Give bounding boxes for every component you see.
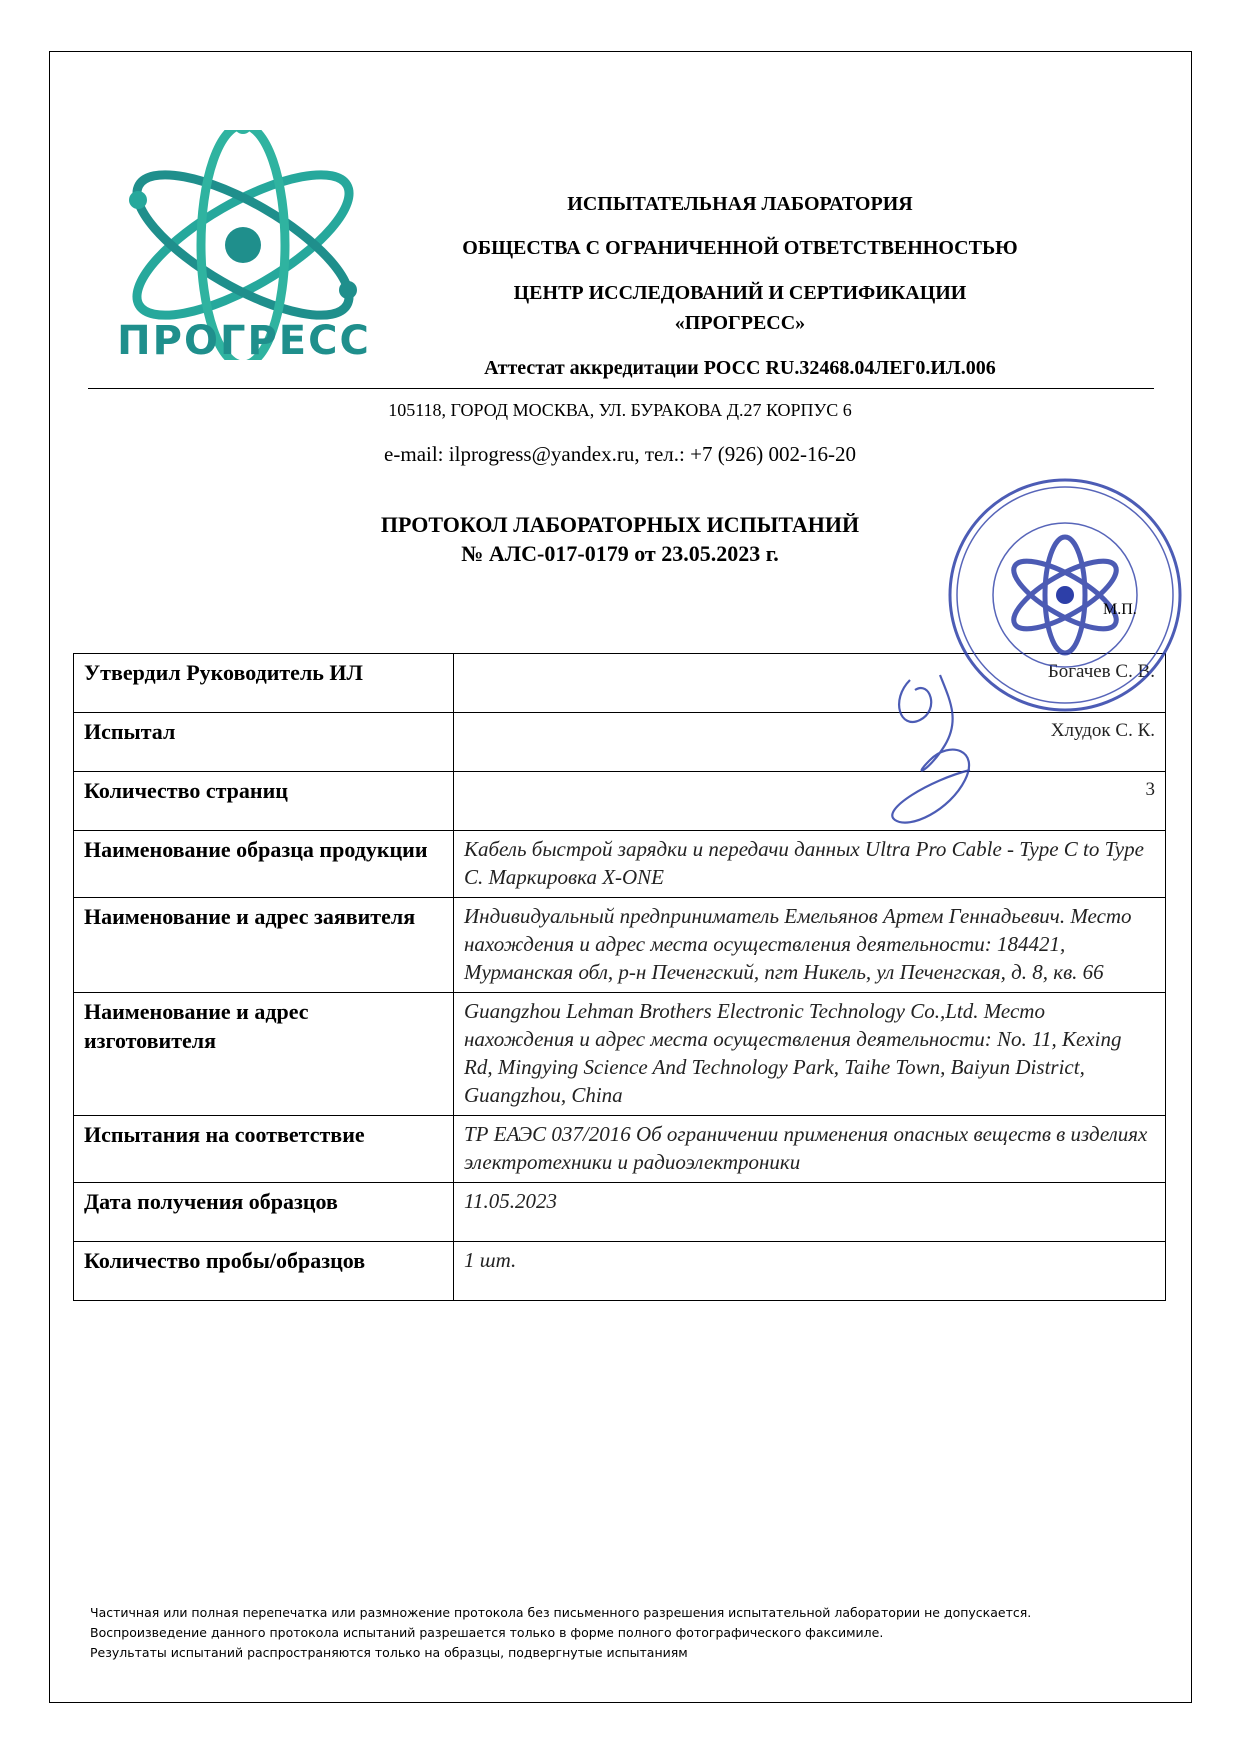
protocol-title: ПРОТОКОЛ ЛАБОРАТОРНЫХ ИСПЫТАНИЙ [380, 512, 860, 537]
row-label: Наименование образца продукции [74, 831, 454, 898]
lab-title-line3: ЦЕНТР ИССЛЕДОВАНИЙ И СЕРТИФИКАЦИИ [513, 282, 967, 304]
row-label: Наименование и адрес заявителя [74, 898, 454, 993]
disclaimer-line: Результаты испытаний распространяются только на образцы, подвергнутые испытаниям [90, 1645, 688, 1660]
row-label: Количество страниц [74, 772, 454, 831]
row-label: Испытал [74, 713, 454, 772]
row-label: Наименование и адрес изготовителя [74, 993, 454, 1116]
lab-address: 105118, ГОРОД МОСКВА, УЛ. БУРАКОВА Д.27 КОРПУС 6 [388, 400, 852, 420]
lab-title-line2: ОБЩЕСТВА С ОГРАНИЧЕННОЙ ОТВЕТСТВЕННОСТЬЮ [462, 237, 1018, 259]
row-label: Дата получения образцов [74, 1183, 454, 1242]
table-row [74, 898, 1166, 993]
row-value: Guangzhou Lehman Brothers Electronic Technology Co.,Ltd. Место нахождения и адрес места осуществления деятельности: No. 11, Kexing Rd, Mingying Science And Technology Park, Taihe Town, Baiyun District, Guangzhou, China [454, 993, 1166, 1116]
table-row [74, 993, 1166, 1116]
row-value: Индивидуальный предприниматель Емельянов Артем Геннадьевич. Место нахождения и адрес места осуществления деятельности: 184421, Мурманская обл, р-н Печенгский, пгт Никель, ул Печенгская, д. 8, кв. 66 [454, 898, 1166, 993]
lab-title-line4: «ПРОГРЕСС» [674, 312, 806, 334]
seal-mp-label: М.П. [1103, 601, 1137, 618]
logo-wordmark: ПРОГРЕСС [117, 318, 371, 364]
row-value: ТР ЕАЭС 037/2016 Об ограничении применения опасных веществ в изделиях электротехники и радиоэлектроники [454, 1116, 1166, 1183]
row-value: 3 [454, 772, 1166, 831]
row-label: Утвердил Руководитель ИЛ [74, 654, 454, 713]
table-row [74, 1183, 1166, 1242]
row-label: Испытания на соответствие [74, 1116, 454, 1183]
table-row [74, 1242, 1166, 1301]
row-value: Кабель быстрой зарядки и передачи данных Ultra Pro Cable - Type C to Type C. Маркировка X-ONE [454, 831, 1166, 898]
header-divider [88, 388, 1154, 389]
disclaimer-footer [90, 1603, 1170, 1663]
disclaimer-line: Воспроизведение данного протокола испытаний разрешается только в форме полного фотографического факсимиле. [90, 1625, 884, 1640]
row-value: 1 шт. [454, 1242, 1166, 1301]
accreditation-line: Аттестат аккредитации РОСС RU.32468.04ЛЕГ0.ИЛ.006 [484, 357, 996, 379]
row-value: Хлудок С. К. [454, 713, 1166, 772]
disclaimer-line: Частичная или полная перепечатка или размножение протокола без письменного разрешения испытательной лаборатории не допускается. [90, 1605, 1032, 1620]
row-value: 11.05.2023 [454, 1183, 1166, 1242]
table-row [74, 1116, 1166, 1183]
lab-contacts: e-mail: ilprogress@yandex.ru, тел.: +7 (926) 002-16-20 [384, 442, 856, 466]
lab-title-line1: ИСПЫТАТЕЛЬНАЯ ЛАБОРАТОРИЯ [567, 193, 913, 215]
row-value: Богачев С. В. [454, 654, 1166, 713]
row-label: Количество пробы/образцов [74, 1242, 454, 1301]
signature-icon [870, 660, 1030, 850]
protocol-number: № АЛС-017-0179 от 23.05.2023 г. [461, 541, 779, 566]
